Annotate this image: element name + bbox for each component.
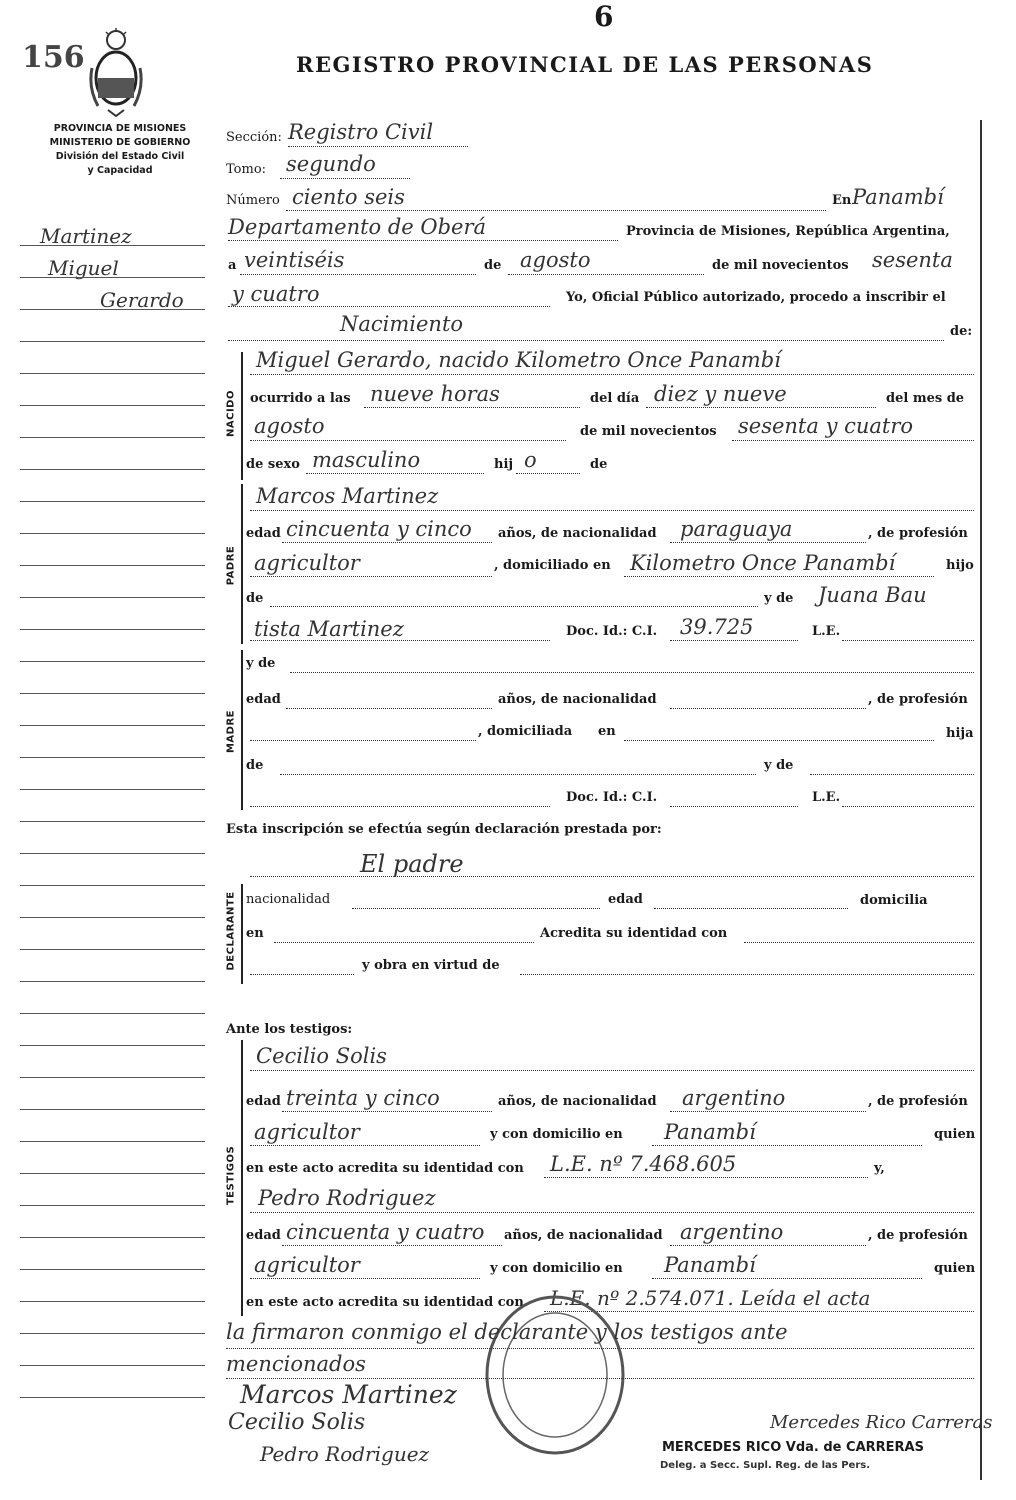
madre-nac-label: años, de nacionalidad	[498, 692, 657, 707]
testigo1-dom-label: y con domicilio en	[490, 1127, 623, 1142]
declarante-value: El padre	[360, 850, 464, 878]
testigo1-acredita-label: en este acto acredita su identidad con	[246, 1161, 524, 1176]
padre-dom-label: , domiciliado en	[494, 558, 611, 573]
madre-le-label: L.E.	[812, 790, 841, 805]
signature-declarante: Marcos Martinez	[240, 1380, 457, 1409]
en-value: Panambí	[852, 185, 944, 209]
testigo2-quien-label: quien	[934, 1261, 976, 1276]
dia-nac-value: diez y nueve	[654, 382, 787, 406]
declarante-acredita-label: Acredita su identidad con	[540, 926, 728, 941]
declarante-edad-label: edad	[608, 892, 643, 907]
madre-en-label: en	[598, 724, 616, 739]
testigo1-nombre: Cecilio Solis	[256, 1044, 387, 1068]
coat-of-arms-icon	[88, 28, 144, 118]
nacido-nombre-value: Miguel Gerardo, nacido Kilometro Once Panambí	[256, 348, 781, 372]
closing-line-1: la firmaron conmigo el declarante y los testigos ante	[226, 1320, 788, 1344]
testigo1-dom-value: Panambí	[664, 1120, 756, 1144]
testigo2-edad-value: cincuenta y cuatro	[286, 1220, 485, 1244]
padre-doc-label: Doc. Id.: C.I.	[566, 624, 658, 639]
declarante-en-label: en	[246, 926, 264, 941]
testigo2-prof-value: agricultor	[254, 1253, 360, 1277]
padre-hijo-label: hijo	[946, 558, 974, 573]
madre-section-label: MADRE	[225, 709, 237, 754]
padre-de-label: de	[246, 591, 264, 606]
hora-value: nueve horas	[370, 382, 500, 406]
margin-note-surname: Martinez	[40, 224, 132, 248]
numero-value: ciento seis	[292, 185, 405, 209]
oficial-text: Yo, Oficial Público autorizado, procedo a inscribir el	[566, 290, 946, 305]
signature-testigo-2: Pedro Rodriguez	[260, 1442, 430, 1466]
document-title: REGISTRO PROVINCIAL DE LAS PERSONAS	[296, 52, 874, 77]
madre-doc-label: Doc. Id.: C.I.	[566, 790, 658, 805]
madre-edad-label: edad	[246, 692, 281, 707]
padre-yde-label: y de	[764, 591, 794, 606]
padre-prof-value: agricultor	[254, 551, 360, 575]
padre-nombre-value: Marcos Martinez	[256, 484, 439, 508]
anio-value-2: y cuatro	[232, 282, 320, 306]
testigo2-dom-value: Panambí	[664, 1253, 756, 1277]
padre-edad-value: cincuenta y cinco	[286, 517, 472, 541]
testigo2-edad-label: edad	[246, 1228, 281, 1243]
numero-label: Número	[226, 193, 280, 208]
testigo1-doc-value: L.E. nº 7.468.605	[550, 1152, 737, 1176]
fecha-de-label: de	[484, 258, 502, 273]
declarante-obra-label: y obra en virtud de	[362, 958, 500, 973]
testigo2-nac-label: años, de nacionalidad	[504, 1228, 663, 1243]
declarante-section-label: DECLARANTE	[225, 891, 237, 971]
org-line-ministry: MINISTERIO DE GOBIERNO	[49, 137, 191, 148]
anio-nac-value: sesenta y cuatro	[738, 414, 914, 438]
del-mes-label: del mes de	[886, 391, 965, 406]
madre-yde2-label: y de	[764, 758, 794, 773]
mil-text: de mil novecientos	[712, 258, 849, 273]
official-title: Deleg. a Secc. Supl. Reg. de las Pers.	[660, 1460, 871, 1471]
official-signature: Mercedes Rico Carreras	[770, 1412, 993, 1433]
mil-nac-label: de mil novecientos	[580, 424, 717, 439]
madre-de-label: de	[246, 758, 264, 773]
org-line-province: PROVINCIA DE MISIONES	[53, 123, 187, 134]
org-header	[20, 122, 220, 178]
departamento-value: Departamento de Oberá	[228, 215, 487, 239]
signature-testigo-1: Cecilio Solis	[228, 1410, 366, 1435]
provincia-text: Provincia de Misiones, República Argentina,	[626, 224, 950, 239]
madre-hija-label: hija	[946, 726, 974, 741]
official-name: MERCEDES RICO Vda. de CARRERAS	[662, 1440, 924, 1455]
padre-le-label: L.E.	[812, 624, 841, 639]
right-border	[980, 120, 982, 1480]
acto-de-label: de:	[950, 324, 973, 339]
declaracion-intro: Esta inscripción se efectúa según declaración prestada por:	[226, 822, 662, 837]
declarante-dom-label: domicilia	[860, 893, 928, 908]
padre-dom-value: Kilometro Once Panambí	[630, 551, 896, 575]
madre-yde-label: y de	[246, 656, 276, 671]
tomo-value: segundo	[286, 152, 376, 176]
fecha-mes-value: agosto	[520, 248, 591, 272]
testigo1-prof-value: agricultor	[254, 1120, 360, 1144]
seccion-label: Sección:	[226, 130, 282, 145]
official-seal	[480, 1290, 630, 1460]
testigo2-nac-value: argentino	[680, 1220, 784, 1244]
testigo1-prof-label: , de profesión	[868, 1094, 968, 1109]
testigo1-quien-label: quien	[934, 1127, 976, 1142]
mes-nac-value: agosto	[254, 414, 325, 438]
padre-prof-label: , de profesión	[868, 526, 968, 541]
testigo2-acredita-label: en este acto acredita su identidad con	[246, 1295, 524, 1310]
acto-value: Nacimiento	[340, 312, 464, 336]
madre-dom-label: , domiciliada	[478, 724, 573, 739]
margin-note-second-name: Gerardo	[100, 288, 184, 312]
testigos-intro: Ante los testigos:	[226, 1022, 353, 1037]
nacido-section-label: NACIDO	[225, 390, 237, 437]
declarante-nac-label: nacionalidad	[246, 892, 331, 907]
en-label: En	[832, 193, 852, 208]
org-line-division: División del Estado Civil	[55, 151, 185, 162]
folio-number: 156	[22, 40, 85, 75]
del-dia-label: del día	[590, 391, 640, 406]
sexo-value: masculino	[312, 448, 421, 472]
testigo2-prof-label: , de profesión	[868, 1228, 968, 1243]
hij-label: hij	[494, 457, 514, 472]
fecha-dia-value: veintiséis	[244, 248, 345, 272]
madre-prof-label: , de profesión	[868, 692, 968, 707]
testigo1-y-label: y,	[874, 1161, 885, 1176]
padre-doc-value: 39.725	[680, 615, 754, 639]
anio-value-1: sesenta	[872, 248, 953, 272]
page-number: 6	[594, 0, 614, 33]
padre-madre-value-2: tista Martinez	[254, 617, 404, 641]
testigo1-edad-label: edad	[246, 1094, 281, 1109]
padre-nac-value: paraguaya	[680, 517, 793, 541]
padre-madre-value-1: Juana Bau	[818, 583, 927, 607]
org-line-capacity: y Capacidad	[87, 165, 153, 176]
seccion-value: Registro Civil	[288, 120, 434, 144]
padre-nac-label: años, de nacionalidad	[498, 526, 657, 541]
tomo-label: Tomo:	[226, 162, 267, 177]
padre-edad-label: edad	[246, 526, 281, 541]
testigo2-dom-label: y con domicilio en	[490, 1261, 623, 1276]
testigos-section-label: TESTIGOS	[225, 1145, 237, 1206]
testigo1-edad-value: treinta y cinco	[286, 1086, 440, 1110]
hij-value: o	[524, 448, 537, 472]
testigo2-doc-value: L.E. nº 2.574.071. Leída el acta	[550, 1286, 871, 1310]
hij-de-label: de	[590, 457, 608, 472]
testigo1-nac-value: argentino	[682, 1086, 786, 1110]
closing-line-2: mencionados	[226, 1352, 366, 1376]
a-label: a	[228, 258, 237, 273]
padre-section-label: PADRE	[225, 545, 237, 586]
ocurrido-label: ocurrido a las	[250, 391, 351, 406]
margin-note-first-name: Miguel	[48, 256, 119, 280]
testigo1-nac-label: años, de nacionalidad	[498, 1094, 657, 1109]
sexo-label: de sexo	[246, 457, 300, 472]
testigo2-nombre: Pedro Rodriguez	[258, 1186, 436, 1210]
